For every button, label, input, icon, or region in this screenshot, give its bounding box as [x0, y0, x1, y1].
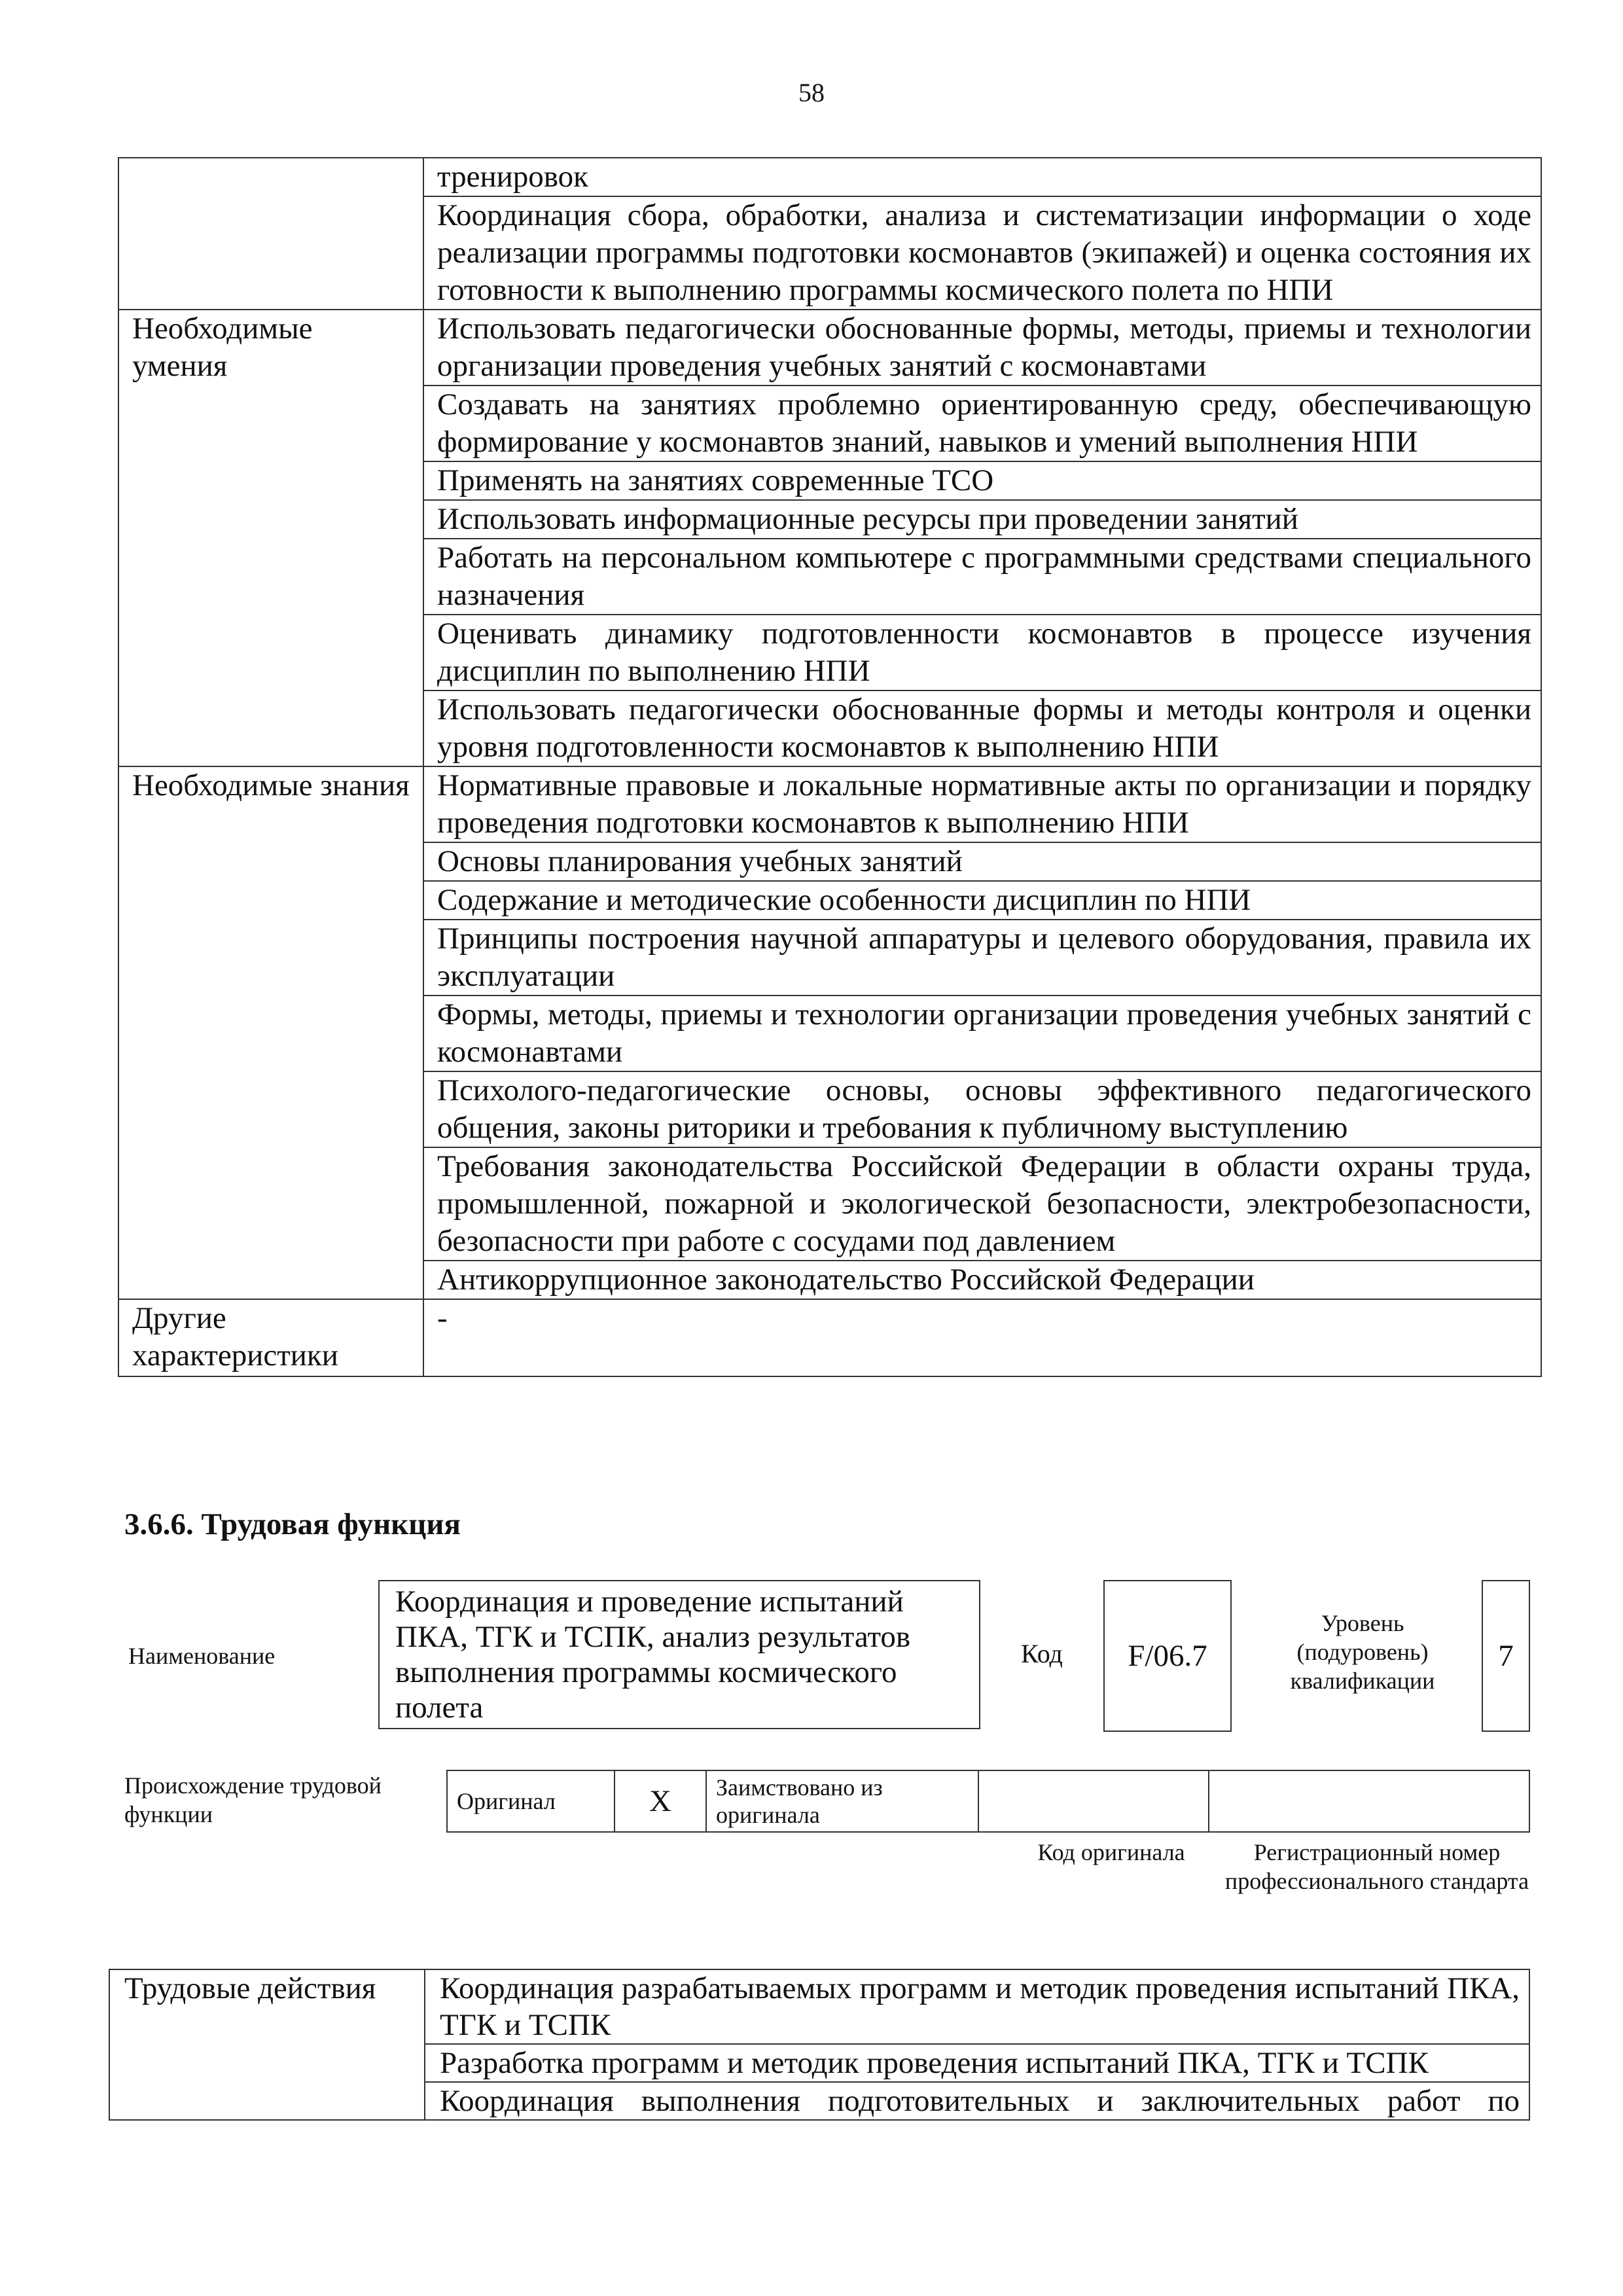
table-row: [118, 1299, 1541, 1376]
row-label-actions: Трудовые действия: [109, 1969, 425, 2120]
table-cell: Основы планирования учебных занятий: [423, 842, 1541, 881]
table-cell: Требования законодательства Российской Федерации в области охраны труда, промышленной, пожарной и экологической безопасности, электробезопасности, безопасности при работе с сосудами под давлением: [423, 1147, 1541, 1261]
code-value-box: F/06.7: [1103, 1580, 1232, 1732]
code-original-caption: Код оригинала: [1037, 1839, 1185, 1865]
original-label: Оригинал: [447, 1770, 615, 1832]
competencies-table: [118, 157, 1542, 1377]
reg-number-caption: Регистрационный номер профессионального стандарта: [1224, 1839, 1529, 1894]
borrowed-label: Заимствовано из оригинала: [706, 1770, 978, 1832]
function-name-box: Координация и проведение испытаний ПКА, ТГК и ТСПК, анализ результатов выполнения программы космического полета: [378, 1580, 980, 1729]
table-cell: Оценивать динамику подготовленности космонавтов в процессе изучения дисциплин по выполнению НПИ: [423, 615, 1541, 691]
table-cell: Принципы построения научной аппаратуры и целевого оборудования, правила их эксплуатации: [423, 920, 1541, 996]
table-cell: Работать на персональном компьютере с программными средствами специального назначения: [423, 539, 1541, 615]
table-row: [118, 158, 1541, 196]
table-cell: -: [423, 1299, 1541, 1376]
original-code-cell: [978, 1770, 1209, 1832]
table-cell: Содержание и методические особенности дисциплин по НПИ: [423, 881, 1541, 920]
page-number: 58: [798, 78, 825, 107]
table-cell: тренировок: [423, 158, 1541, 196]
table-row: [118, 766, 1541, 842]
table-cell: Формы, методы, приемы и технологии организации проведения учебных занятий с космонавтами: [423, 996, 1541, 1071]
table-cell: Применять на занятиях современные ТСО: [423, 461, 1541, 500]
reg-number-cell: [1209, 1770, 1529, 1832]
origin-table: [446, 1770, 1530, 1833]
table-cell: Координация сбора, обработки, анализа и систематизации информации о ходе реализации программы подготовки космонавтов (экипажей) и оценка состояния их готовности к выполнению программы космического полета по НПИ: [423, 196, 1541, 310]
section-title: 3.6.6. Трудовая функция: [124, 1507, 461, 1541]
table-cell: Антикоррупционное законодательство Российской Федерации: [423, 1261, 1541, 1299]
origin-label: Происхождение трудовой функции: [124, 1772, 382, 1827]
table-cell: Координация выполнения подготовительных и заключительных работ по: [425, 2082, 1529, 2120]
table-row: [109, 1969, 1529, 2044]
row-label-knowledge: Необходимые знания: [118, 766, 423, 1299]
table-row: [447, 1770, 1529, 1832]
table-cell: Координация разрабатываемых программ и методик проведения испытаний ПКА, ТГК и ТСПК: [425, 1969, 1529, 2044]
table-row: [118, 310, 1541, 386]
original-mark: X: [615, 1770, 706, 1832]
row-label: [118, 158, 423, 310]
table-cell: Использовать информационные ресурсы при проведении занятий: [423, 500, 1541, 539]
table-cell: Психолого-педагогические основы, основы эффективного педагогического общения, законы риторики и требования к публичному выступлению: [423, 1071, 1541, 1147]
table-cell: Создавать на занятиях проблемно ориентированную среду, обеспечивающую формирование у космонавтов знаний, навыков и умений выполнения НПИ: [423, 386, 1541, 461]
code-label: Код: [1021, 1639, 1063, 1668]
table-cell: Нормативные правовые и локальные нормативные акты по организации и порядку проведения подготовки космонавтов к выполнению НПИ: [423, 766, 1541, 842]
table-cell: Использовать педагогически обоснованные формы, методы, приемы и технологии организации проведения учебных занятий с космонавтами: [423, 310, 1541, 386]
name-label: Наименование: [128, 1643, 276, 1669]
labor-actions-table: [109, 1969, 1530, 2121]
row-label-skills: Необходимые умения: [118, 310, 423, 766]
table-cell: Разработка программ и методик проведения испытаний ПКА, ТГК и ТСПК: [425, 2044, 1529, 2082]
level-label: Уровень (подуровень) квалификации: [1290, 1610, 1435, 1694]
table-cell: Использовать педагогически обоснованные формы и методы контроля и оценки уровня подготовленности космонавтов к выполнению НПИ: [423, 691, 1541, 766]
level-value-box: 7: [1482, 1580, 1530, 1732]
row-label-other: Другие характеристики: [118, 1299, 423, 1376]
